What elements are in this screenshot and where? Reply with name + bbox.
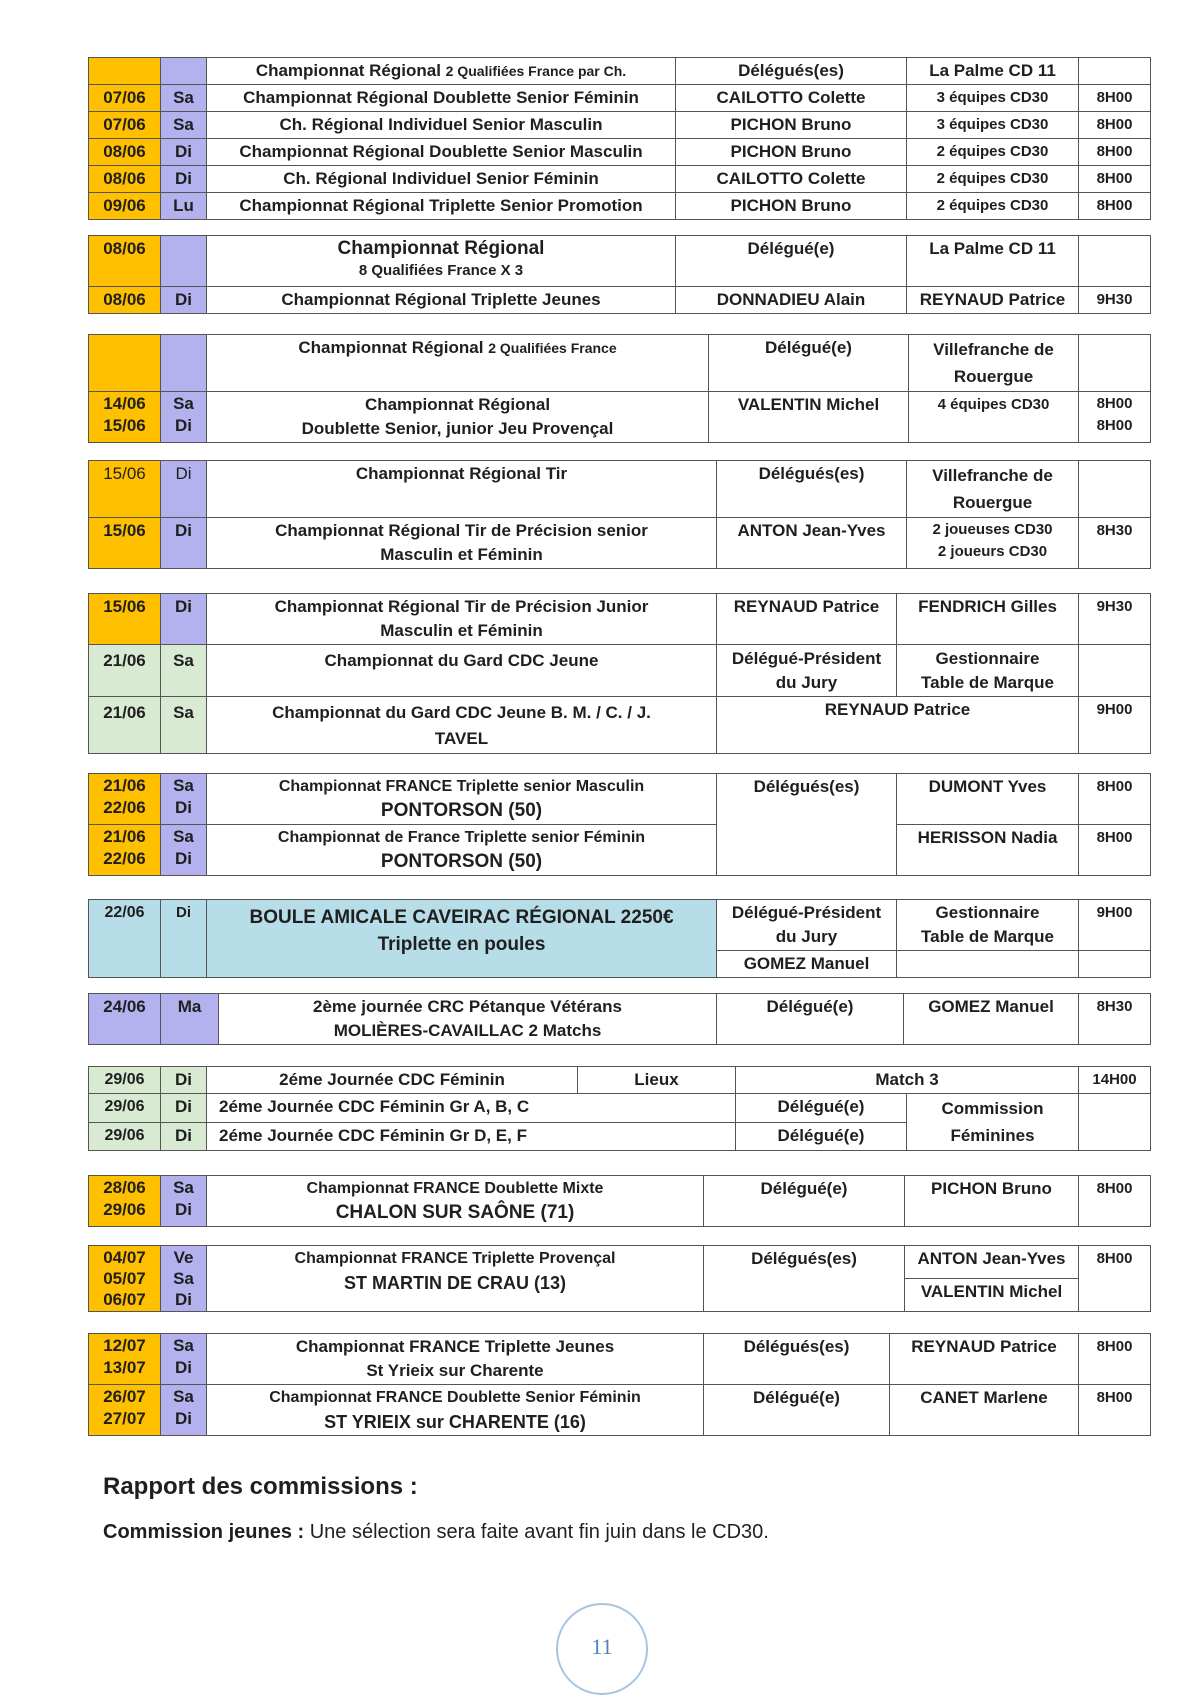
table-row: 21/06 22/06 Sa Di Championnat FRANCE Triplette senior Masculin PONTORSON (50) Délégués(es) DUMONT Yves 8H00 [89, 774, 1151, 825]
table-france-pontorson [88, 773, 1150, 876]
table-row: 22/06 Di BOULE AMICALE CAVEIRAC RÉGIONAL 2250€ Triplette en poules Délégué-Président du Jury Gestionnaire Table de Marque 9H00 [89, 900, 1151, 951]
table-row: 29/06 Di 2éme Journée CDC Féminin Gr A, B, C Délégué(e) Commission Féminines [89, 1094, 1151, 1123]
commission-text: Une sélection sera faite avant fin juin dans le CD30. [304, 1521, 769, 1543]
table-row: 15/06 Di Championnat Régional Tir de Précision senior Masculin et Féminin ANTON Jean-Yves 2 joueuses CD30 2 joueurs CD30 8H30 [89, 518, 1151, 569]
table-row: VALENTIN Michel [89, 1279, 1151, 1312]
table-row: 08/06 Di Ch. Régional Individuel Senior Féminin CAILOTTO Colette 2 équipes CD30 8H00 [89, 166, 1151, 193]
table-row: 24/06 Ma 2ème journée CRC Pétanque Vétérans MOLIÈRES-CAVAILLAC 2 Matchs Délégué(e) GOMEZ Manuel 8H30 [89, 994, 1151, 1045]
table-header-row: 15/06 Di Championnat Régional Tir Délégués(es) Villefranche de Rouergue [89, 461, 1151, 518]
table-crc-veterans [88, 993, 1150, 1045]
table-cdc-feminin [88, 1066, 1150, 1151]
header-title: Championnat Régional 2 Qualifiées France par Ch. [207, 58, 676, 85]
table-regional-tir [88, 460, 1150, 569]
table-row: 08/06 Di Championnat Régional Doublette Senior Masculin PICHON Bruno 2 équipes CD30 8H00 [89, 139, 1151, 166]
header-title: Championnat Régional 2 Qualifiées France [207, 335, 709, 392]
table-row: 28/06 29/06 Sa Di Championnat FRANCE Doublette Mixte CHALON SUR SAÔNE (71) Délégué(e) PICHON Bruno 8H00 [89, 1176, 1151, 1227]
table-row: 07/06 Sa Championnat Régional Doublette Senior Féminin CAILOTTO Colette 3 équipes CD30 8H00 [89, 85, 1151, 112]
table-triplette-provencal [88, 1245, 1150, 1312]
table-row: 15/06 Di Championnat Régional Tir de Précision Junior Masculin et Féminin REYNAUD Patrice FENDRICH Gilles 9H30 [89, 594, 1151, 645]
table-row: 09/06 Lu Championnat Régional Triplette Senior Promotion PICHON Bruno 2 équipes CD30 8H00 [89, 193, 1151, 220]
commission-label: Commission jeunes : [103, 1521, 305, 1543]
table-row: 04/07 05/07 06/07 Ve Sa Di Championnat FRANCE Triplette Provençal ST MARTIN DE CRAU (13) Délégués(es) ANTON Jean-Yves 8H00 [89, 1246, 1151, 1279]
table-row: GOMEZ Manuel [89, 951, 1151, 978]
table-row: 29/06 Di 2éme Journée CDC Féminin Gr D, E, F Délégué(e) [89, 1122, 1151, 1151]
table-header-row: Championnat Régional 2 Qualifiées France par Ch. Délégués(es) La Palme CD 11 [89, 58, 1151, 85]
table-row: 26/07 27/07 Sa Di Championnat FRANCE Doublette Senior Féminin ST YRIEIX sur CHARENTE (16) Délégué(e) CANET Marlene 8H00 [89, 1385, 1151, 1436]
table-row: 21/06 Sa Championnat du Gard CDC Jeune Délégué-Président du Jury Gestionnaire Table de Marque [89, 645, 1151, 697]
table-row: 07/06 Sa Ch. Régional Individuel Senior Masculin PICHON Bruno 3 équipes CD30 8H00 [89, 112, 1151, 139]
rapport-commission-jeunes [103, 1521, 769, 1544]
table-row: 14/06 15/06 Sa Di Championnat Régional Doublette Senior, junior Jeu Provençal VALENTIN Michel 4 équipes CD30 8H00 8H00 [89, 392, 1151, 443]
table-header-row: Championnat Régional 2 Qualifiées France Délégué(e) Villefranche de Rouergue [89, 335, 1151, 392]
table-doublette-mixte [88, 1175, 1150, 1227]
table-regional-la-palme [88, 57, 1150, 220]
rapport-title: Rapport des commissions : [103, 1473, 418, 1500]
table-caveirac [88, 899, 1150, 978]
table-regional-jeunes [88, 235, 1150, 314]
page-number: 11 [556, 1603, 648, 1695]
table-row: 21/06 22/06 Sa Di Championnat de France Triplette senior Féminin PONTORSON (50) HERISSON Nadia 8H00 [89, 825, 1151, 876]
table-regional-provencal [88, 334, 1150, 443]
table-tir-junior-gard [88, 593, 1150, 754]
table-header-row: 08/06 Championnat Régional 8 Qualifiées France X 3 Délégué(e) La Palme CD 11 [89, 236, 1151, 287]
table-row: 12/07 13/07 Sa Di Championnat FRANCE Triplette Jeunes St Yrieix sur Charente Délégués(es) REYNAUD Patrice 8H00 [89, 1334, 1151, 1385]
table-row: 21/06 Sa Championnat du Gard CDC Jeune B. M. / C. / J. TAVEL REYNAUD Patrice 9H00 [89, 697, 1151, 754]
table-triplette-jeunes-doublette-feminin [88, 1333, 1150, 1436]
table-row: 29/06 Di 2éme Journée CDC Féminin Lieux Match 3 14H00 [89, 1067, 1151, 1094]
table-row: 08/06 Di Championnat Régional Triplette Jeunes DONNADIEU Alain REYNAUD Patrice 9H30 [89, 287, 1151, 314]
header-title: Championnat Régional 8 Qualifiées France X 3 [207, 236, 676, 287]
